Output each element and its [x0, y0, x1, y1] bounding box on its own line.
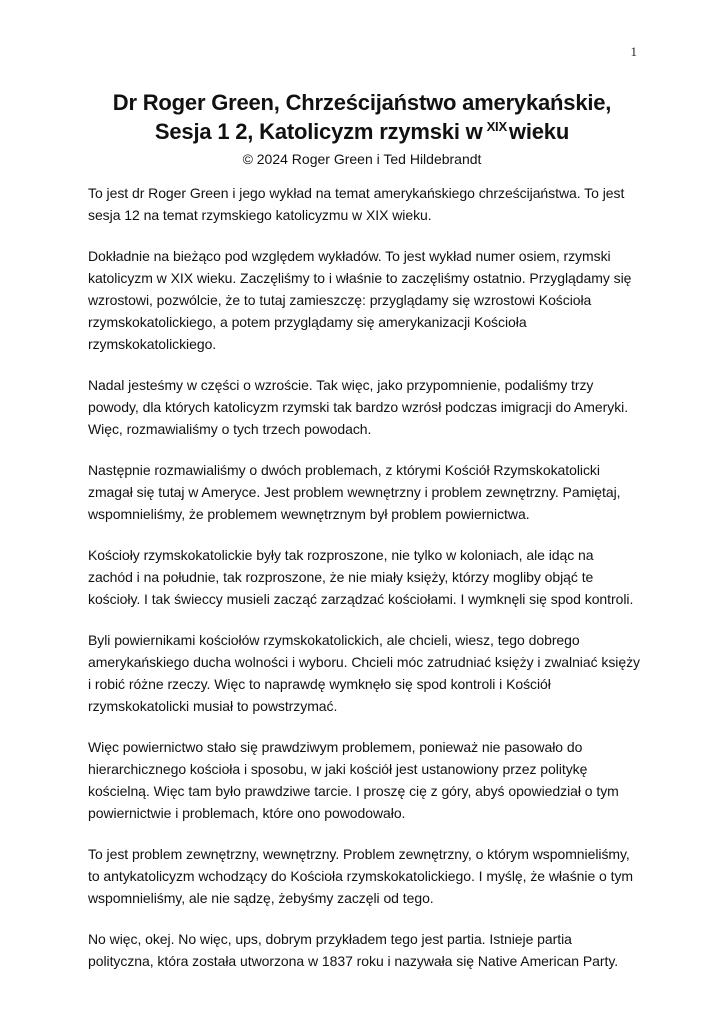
title-line-1: Dr Roger Green, Chrześcijaństwo amerykańskie, [112, 90, 612, 115]
paragraph: To jest dr Roger Green i jego wykład na temat amerykańskiego chrześcijaństwa. To jest sesja 12 na temat rzymskiego katolicyzmu w XIX wieku. [88, 185, 625, 223]
title-line-2-end: wieku [508, 119, 570, 144]
page-number: 1 [630, 44, 637, 59]
title-line-2 [0, 117, 724, 149]
paragraph: Nadal jesteśmy w części o wzroście. Tak więc, jako przypomnienie, podaliśmy trzy powody, dla których katolicyzm rzymski tak bardzo wzrósł podczas imigracji do Ameryki. Więc, rozmawialiśmy o tych trzech powodach. [88, 377, 629, 437]
title-superscript: XIX [486, 119, 507, 134]
title-line-2-text: Sesja 1 2, Katolicyzm rzymski w [154, 119, 483, 144]
transcript-body [88, 182, 640, 991]
copyright-notice: © 2024 Roger Green i Ted Hildebrandt [242, 151, 482, 167]
paragraph: Następnie rozmawialiśmy o dwóch problemach, z którymi Kościół Rzymskokatolicki zmagał się tutaj w Ameryce. Jest problem wewnętrzny i problem zewnętrzny. Pamiętaj, wspomnieliśmy, że problemem wewnętrznym był problem powiernictwa. [88, 462, 621, 522]
paragraph: Dokładnie na bieżąco pod względem wykładów. To jest wykład numer osiem, rzymski katolicyzm w XIX wieku. Zaczęliśmy to i właśnie to zaczęliśmy ostatnio. Przyglądamy się wzrostowi, pozwólcie, że to tutaj zamieszczę: przyglądamy się wzrostowi Kościoła rzymskokatolickiego, a potem przyglądamy się amerykanizacji Kościoła rzymskokatolickiego. [88, 248, 632, 352]
paragraph: Więc powiernictwo stało się prawdziwym problemem, ponieważ nie pasowało do hierarchicznego kościoła i sposobu, w jaki kościół jest ustanowiony przez politykę kościelną. Więc tam było prawdziwe tarcie. I proszę cię z góry, abyś opowiedział o tym powiernictwie i problemach, które ono powodowało. [88, 739, 619, 821]
paragraph: Byli powiernikami kościołów rzymskokatolickich, ale chcieli, wiesz, tego dobrego amerykańskiego ducha wolności i wyboru. Chcieli móc zatrudniać księży i zwalniać księży i robić różne rzeczy. Więc to naprawdę wymknęło się spod kontroli i Kościół rzymskokatolicki musiał to powstrzymać. [88, 632, 640, 714]
document-header [0, 88, 724, 169]
paragraph: To jest problem zewnętrzny, wewnętrzny. Problem zewnętrzny, o którym wspomnieliśmy, to antykatolicyzm wchodzący do Kościoła rzymskokatolickiego. I myślę, że właśnie o tym wspomnieliśmy, ale nie sądzę, żebyśmy zaczęli od tego. [88, 846, 634, 906]
paragraph: Kościoły rzymskokatolickie były tak rozproszone, nie tylko w koloniach, ale idąc na zachód i na południe, tak rozproszone, że nie miały księży, którzy mogliby objąć te kościoły. I tak świeccy musieli zacząć zarządzać kościołami. I wymknęli się spod kontroli. [88, 547, 634, 607]
paragraph: No więc, okej. No więc, ups, dobrym przykładem tego jest partia. Istnieje partia polityczna, która została utworzona w 1837 roku i nazywała się Native American Party. [88, 931, 619, 969]
